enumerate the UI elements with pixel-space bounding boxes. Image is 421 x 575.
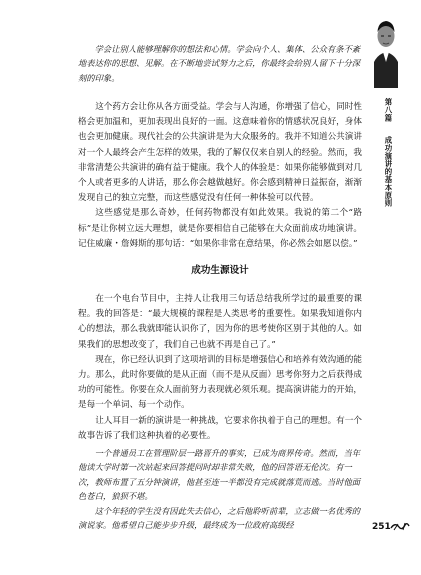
bottom-body-text — [78, 292, 362, 444]
story-paragraph: 这个年轻的学生没有因此失去信心，之后他聆听前辈，立志做一名优秀的演说家。他希望自己能步步升级，最终成为一位政府高级经 — [78, 505, 361, 531]
intro-quote-text: 学会让别人能够理解你的想法和心情。学会向个人、集体、公众有条不紊地表达你的思想、见解。在不断地尝试努力之后，你最终会给别人留下十分深刻的印象。 — [78, 44, 361, 83]
page-number: 251 — [372, 522, 391, 532]
story-block — [78, 446, 362, 532]
intro-quote — [78, 42, 362, 85]
paragraph: 这个药方会让你从各方面受益。学会与人沟通，你增强了信心，同时性格会更加温和，更加表现出良好的一面。这意味着你的情感状况良好，身体也会更加健康。现代社会的公共演讲是为大众服务的。我并不知道公共演讲对一个人最终会产生怎样的效果，我的了解仅仅来自别人的经验。然而，我非常清楚公共演讲的确有益于健康。我个人的体验是：如果你能够做到对几个人或者更多的人讲话，那么你会越做越好。你会感到精神日益振奋，渐渐发现自己的独立完整，而这些感觉没有任何一种体验可以代替。 — [78, 102, 362, 204]
paragraph: 这些感觉是那么奇妙，任何药物都没有如此效果。我说的第二个“路标”是让你树立远大理想，就是你要相信自己能够在大众面前成功地演讲。记住威廉・詹姆斯的那句话：“如果你非常在意结果，你必然会如愿以偿。” — [78, 208, 362, 249]
paragraph: 现在，你已经认识到了这项培训的目标是增强信心和培养有效沟通的能力。那么，此时你要做的是从正面（而不是从反面）思考你努力之后获得成功的可能性。你要在众人面前努力表现就必须乐观。提高演讲能力的开始，是每一个单词、每一个动作。 — [78, 354, 362, 411]
author-portrait-image — [372, 10, 400, 88]
page-ornament-icon — [389, 519, 411, 533]
story-paragraph: 一个普通员工在管理阶层一路晋升的事实，已成为商界传奇。然而，当年他读大学时第一次站起来回答提问时却非常失败，他的回答语无伦次。有一次，教师布置了五分钟演讲，他甚至连一半都没有完成就落荒而逃。当时他面色苍白，狼狈不堪。 — [78, 448, 361, 502]
paragraph: 在一个电台节目中，主持人让我用三句话总结我所学过的最重要的课程。我的回答是：“最大规模的课程是人类思考的重要性。如果我知道你内心的想法，那么我就即能认识你了，因为你的思考使你区别于其他的人。如果我们的思想改变了，我们自己也就不再是自己了。” — [78, 294, 362, 350]
chapter-title: 成功演讲的基本原则 — [384, 136, 393, 208]
section-heading: 成功生源设计 — [191, 265, 249, 276]
chapter-label: 第八篇 — [384, 98, 393, 122]
paragraph: 让人耳目一新的演讲是一种挑战，它要求你执着于自己的理想。有一个故事告诉了我们这种执着的必要性。 — [78, 415, 362, 441]
top-body-text — [78, 100, 362, 252]
